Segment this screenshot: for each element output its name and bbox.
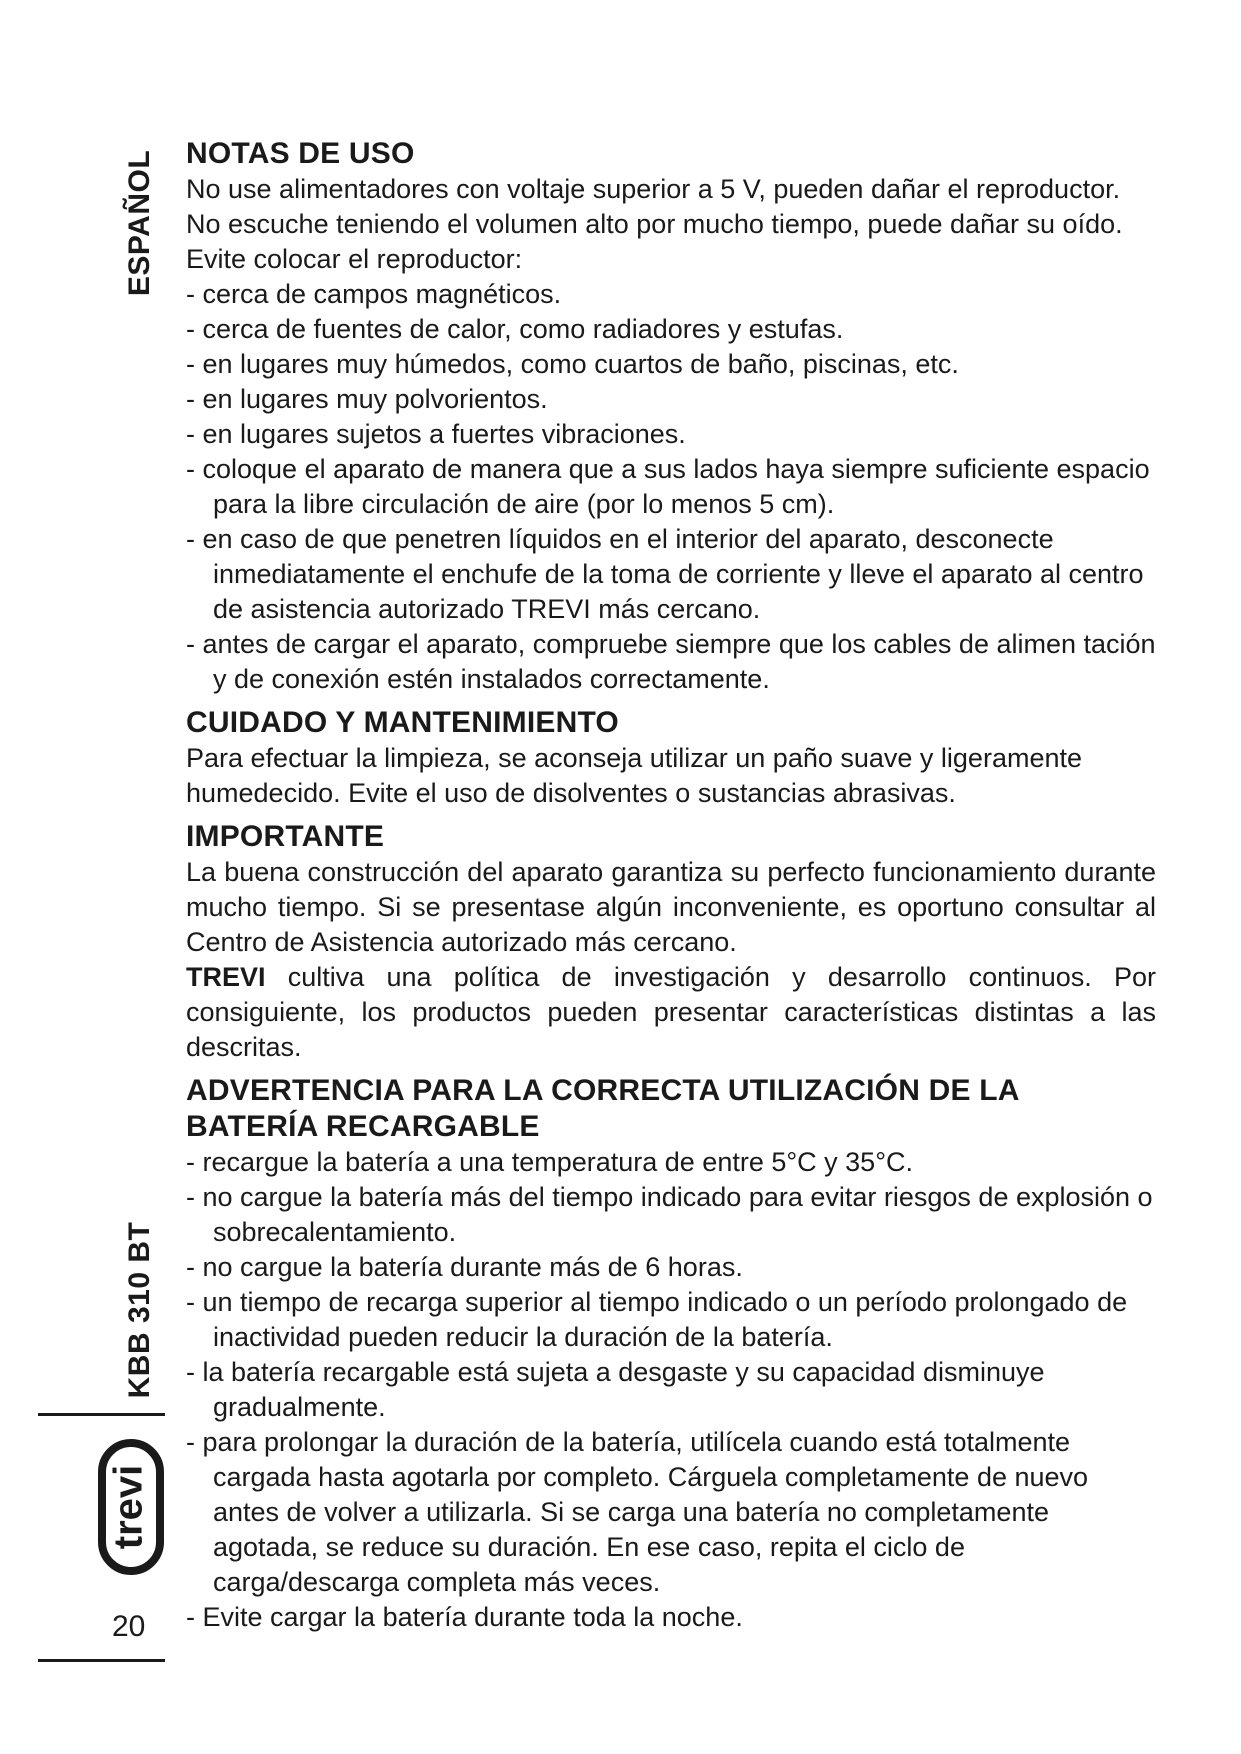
list-item: - no cargue la batería más del tiempo indicado para evitar riesgos de explosión o sobrecalentamiento. [186, 1182, 1153, 1247]
section-advertencia [186, 1073, 1156, 1635]
paragraph: Evite colocar el reproductor: [186, 244, 523, 274]
model-text: KBB 310 BT [123, 1221, 156, 1399]
list-item: - en lugares sujetos a fuertes vibraciones. [186, 419, 686, 449]
list-item: - para prolongar la duración de la batería, utilícela cuando está totalmente cargada hasta agotarla por completo. Cárguela completamente de nuevo antes de volver a utilizarla. Si se carga una batería no completamente agotada, se reduce su duración. En ese caso, repita el ciclo de carga/descarga completa más veces. [186, 1427, 1089, 1597]
section-notas-de-uso [186, 136, 1156, 697]
language-text: ESPAÑOL [123, 149, 156, 297]
brand-name: TREVI [186, 962, 266, 992]
list-item: - en lugares muy húmedos, como cuartos de baño, piscinas, etc. [186, 349, 959, 379]
list-item: - antes de cargar el aparato, compruebe siempre que los cables de alimen tación y de conexión estén instalados correctamente. [186, 629, 1156, 694]
list-item: - cerca de fuentes de calor, como radiadores y estufas. [186, 314, 844, 344]
paragraph: No use alimentadores con voltaje superior a 5 V, pueden dañar el reproductor. [186, 174, 1121, 204]
list-item: - en caso de que penetren líquidos en el interior del aparato, desconecte inmediatamente el enchufe de la toma de corriente y lleve el aparato al centro de asistencia autorizado TREVI más cercano. [186, 524, 1144, 624]
section-title: ADVERTENCIA PARA LA CORRECTA UTILIZACIÓN DE LA BATERÍA RECARGABLE [186, 1074, 1019, 1143]
section-title: CUIDADO Y MANTENIMIENTO [186, 706, 619, 739]
page-number: 20 [112, 1610, 146, 1643]
section-cuidado [186, 705, 1156, 811]
sidebar-divider-top [38, 1413, 165, 1416]
section-importante [186, 819, 1156, 1065]
trevi-logo-icon [96, 1437, 166, 1577]
svg-text:trevi: trevi [106, 1464, 151, 1550]
paragraph [186, 960, 1156, 1065]
language-label [120, 148, 160, 298]
list-item: - recargue la batería a una temperatura de entre 5°C y 35°C. [186, 1147, 913, 1177]
paragraph: La buena construcción del aparato garantiza su perfecto funcionamiento durante mucho tiempo. Si se presentase algún inconveniente, es oportuno consultar al Centro de Asistencia autorizado más cercano. [186, 857, 1156, 957]
paragraph: No escuche teniendo el volumen alto por mucho tiempo, puede dañar su oído. [186, 209, 1123, 239]
paragraph-text: cultiva una política de investigación y desarrollo continuos. Por consiguiente, los productos pueden presentar características distintas a las descritas. [186, 962, 1156, 1062]
list-item: - en lugares muy polvorientos. [186, 384, 548, 414]
list-item: - un tiempo de recarga superior al tiempo indicado o un período prolongado de inactividad pueden reducir la duración de la batería. [186, 1287, 1128, 1352]
sidebar-divider-bottom [38, 1659, 165, 1662]
list-item: - coloque el aparato de manera que a sus lados haya siempre suficiente espacio para la libre circulación de aire (por lo menos 5 cm). [186, 454, 1150, 519]
section-title: IMPORTANTE [186, 820, 385, 853]
model-label [120, 1215, 160, 1405]
list-item: - la batería recargable está sujeta a desgaste y su capacidad disminuye gradualmente. [186, 1357, 1045, 1422]
trevi-logo [96, 1437, 166, 1577]
paragraph: Para efectuar la limpieza, se aconseja utilizar un paño suave y ligeramente humedecido. Evite el uso de disolventes o sustancias abrasivas. [186, 743, 1082, 808]
section-title: NOTAS DE USO [186, 137, 415, 170]
page-content [186, 136, 1156, 1635]
list-item: - no cargue la batería durante más de 6 horas. [186, 1252, 743, 1282]
list-item: - cerca de campos magnéticos. [186, 279, 562, 309]
list-item: - Evite cargar la batería durante toda la noche. [186, 1602, 743, 1632]
